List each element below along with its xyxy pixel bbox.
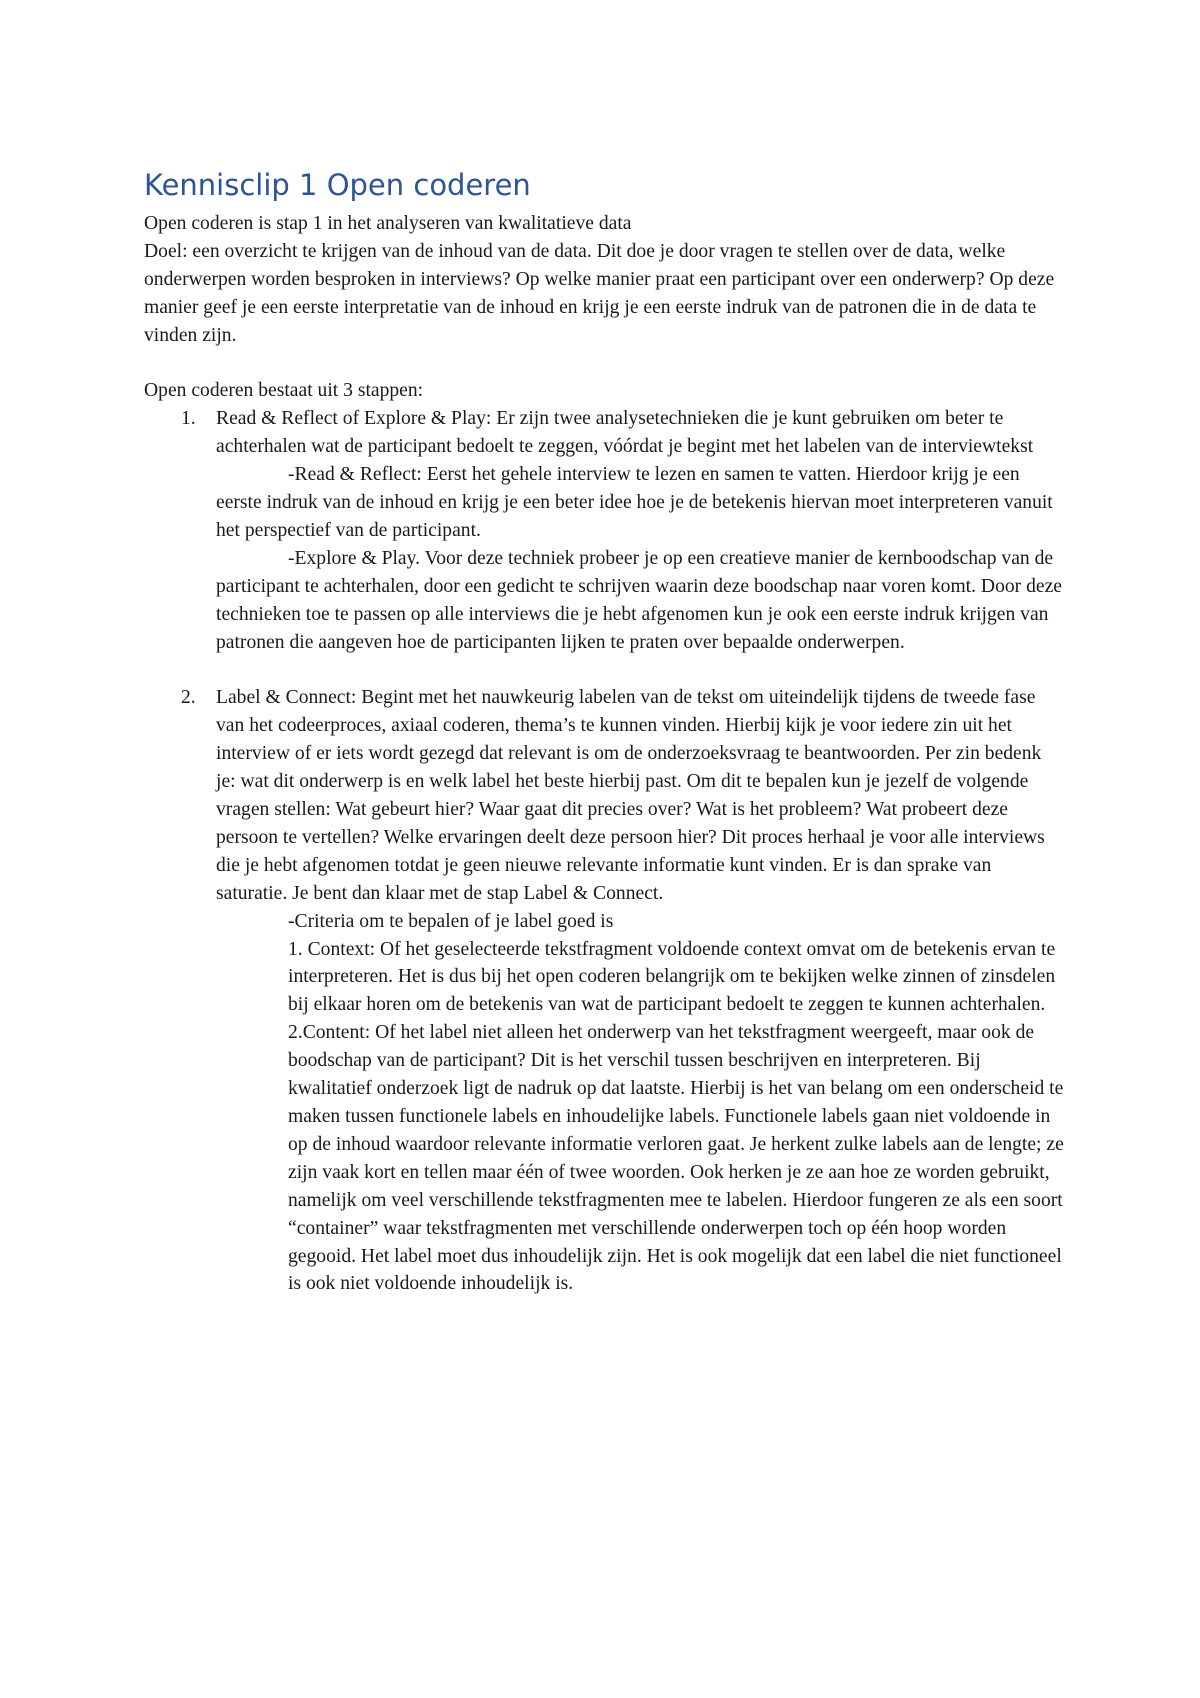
explore-play-paragraph: -Explore & Play. Voor deze techniek probeer je op een creatieve manier de kernboodschap van de participant te achterhalen, door een gedicht te schrijven waarin deze boodschap naar voren komt. Door deze technieken toe te passen op alle interviews die je hebt afgenomen kun je ook een eerste indruk krijgen van patronen die aangeven hoe de participanten lijken te praten over bepaalde onderwerpen. [216,547,1062,653]
step-text: Read & Reflect of Explore & Play: Er zijn twee analysetechnieken die je kunt gebruiken om beter te achterhalen wat de participant bedoelt te zeggen, vóórdat je begint met het labelen van de interviewtekst [216,408,1034,458]
step-item-1 [144,405,1064,656]
steps-list [144,405,1064,1298]
criteria-block [288,908,1064,1299]
step-item-2 [144,684,1064,1298]
step-number: 1. [181,408,196,430]
criterion-context: 1. Context: Of het geselecteerde tekstfragment voldoende context omvat om de betekenis ervan te interpreteren. Het is dus bij het open coderen belangrijk om te bekijken welke zinnen of zinsdelen bij elkaar horen om de betekenis van wat de participant bedoelt te zeggen te kunnen achterhalen. [288,938,1056,1016]
intro-paragraph: Open coderen is stap 1 in het analyseren van kwalitatieve data [144,213,632,234]
document-title: Kennisclip 1 Open coderen [144,168,531,202]
goal-paragraph: Doel: een overzicht te krijgen van de inhoud van de data. Dit doe je door vragen te stellen over de data, welke onderwerpen worden besproken in interviews? Op welke manier praat een participant over een onderwerp? Op deze manier geef je een eerste interpretatie van de inhoud en krijg je een eerste indruk van de patronen die in de data te vinden zijn. [144,240,1055,346]
steps-intro: Open coderen bestaat uit 3 stappen: [144,380,424,402]
criteria-heading: -Criteria om te bepalen of je label goed is [288,910,614,932]
criterion-content: 2.Content: Of het label niet alleen het onderwerp van het tekstfragment weergeeft, maar ook de boodschap van de participant? Dit is het verschil tussen beschrijven en interpreteren. Bij kwalitatief onderzoek ligt de nadruk op dat laatste. Hierbij is het van belang om een onderscheid te maken tussen functionele labels en inhoudelijke labels. Functionele labels gaan niet voldoende in op de inhoud waardoor relevante informatie verloren gaat. Je herkent zulke labels aan de lengte; ze zijn vaak kort en tellen maar één of twee woorden. Ook herken je ze aan hoe ze worden gebruikt, namelijk om veel verschillende tekstfragmenten mee te labelen. Hierdoor fungeren ze als een soort “container” waar tekstfragmenten met verschillende onderwerpen toch op één hoop worden gegooid. Het label moet dus inhoudelijk zijn. Het is ook mogelijk dat een label die niet functioneel is ook niet voldoende inhoudelijk is. [288,1022,1064,1295]
document-body [144,166,1064,1298]
step-text: Label & Connect: Begint met het nauwkeurig labelen van de tekst om uiteindelijk tijdens de tweede fase van het codeerproces, axiaal coderen, thema’s te kunnen vinden. Hierbij kijk je voor iedere zin uit het interview of er iets wordt gezegd dat relevant is om de onderzoeksvraag te beantwoorden. Per zin bedenk je: wat dit onderwerp is en welk label het beste hierbij past. Om dit te bepalen kun je jezelf de volgende vragen stellen: Wat gebeurt hier? Waar gaat dit precies over? Wat is het probleem? Wat probeert deze persoon te vertellen? Welke ervaringen deelt deze persoon hier? Dit proces herhaal je voor alle interviews die je hebt afgenomen totdat je geen nieuwe relevante informatie kunt vinden. Er is dan sprake van saturatie. Je bent dan klaar met de stap Label & Connect. [216,687,1045,904]
list-spacer [144,656,1064,684]
read-reflect-paragraph: -Read & Reflect: Eerst het gehele interview te lezen en samen te vatten. Hierdoor krijg je een eerste indruk van de inhoud en krijg je een beter idee hoe je de betekenis hiervan moet interpreteren vanuit het perspectief van de participant. [216,464,1053,541]
paragraph-spacer [144,350,1064,378]
step-number: 2. [181,687,196,709]
